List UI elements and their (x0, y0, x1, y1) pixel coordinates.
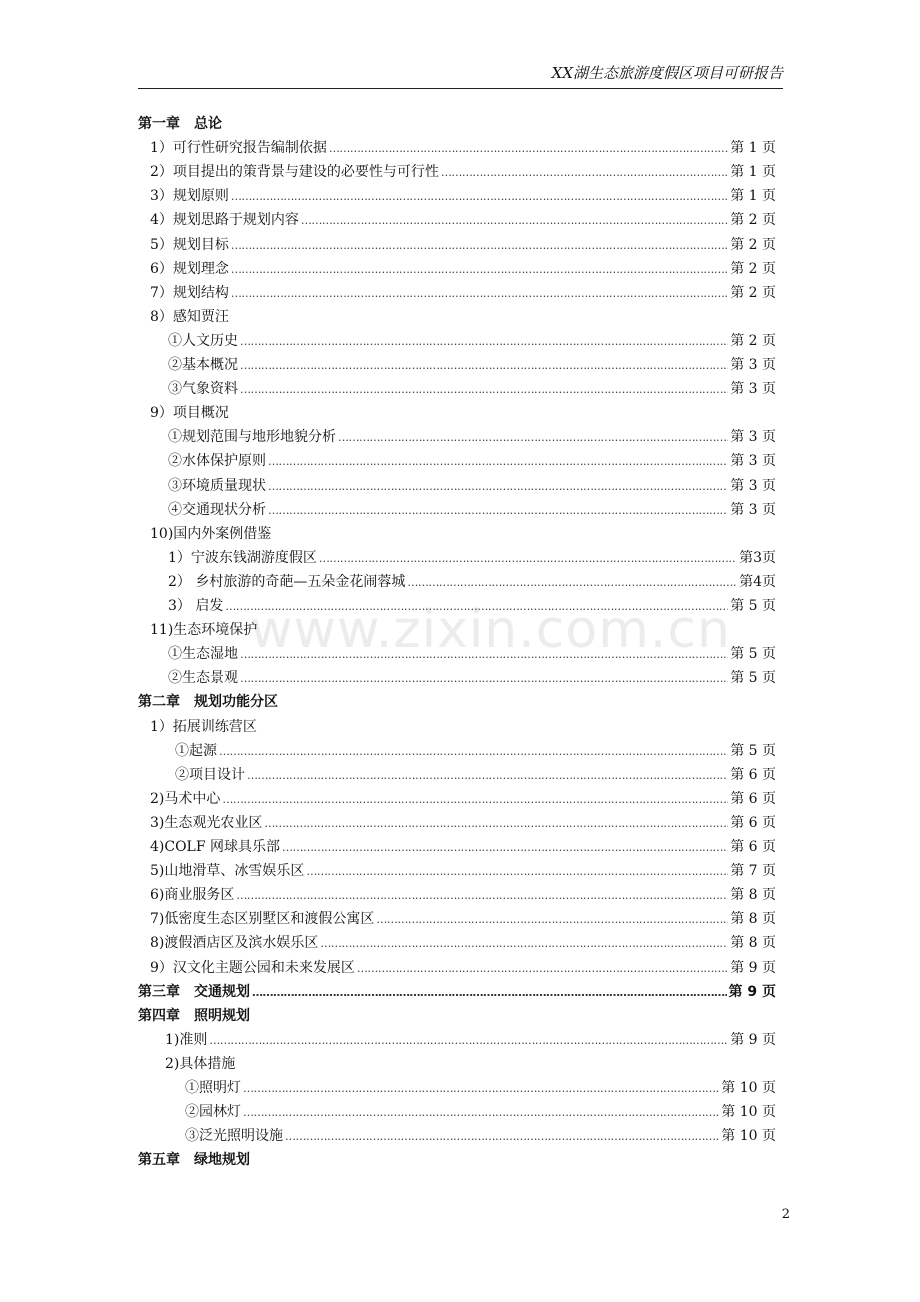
toc-entry (185, 1077, 776, 1099)
toc-entry-page: 第 6 页 (730, 766, 776, 783)
toc-entry-title: ③泛光照明设施 (185, 1128, 283, 1145)
toc-entry (175, 764, 776, 786)
toc-entry-title: 2)马术中心 (150, 790, 221, 807)
toc-entry-title: ①生态湿地 (168, 646, 238, 663)
toc-entry-title: 4）规划思路于规划内容 (150, 212, 299, 229)
toc-entry-page: 第 9 页 (728, 983, 776, 1000)
toc-entry-title: 3） 启发 (168, 598, 224, 614)
toc-entry-title: ①规划范围与地形地貌分析 (168, 429, 336, 446)
toc-entry-title: 第一章 总论 (138, 116, 222, 132)
watermark: www.zixin.com.cn (250, 600, 731, 660)
toc-entry-page: 第 8 页 (730, 935, 776, 952)
toc-entry (150, 836, 776, 858)
toc-entry (150, 402, 229, 424)
toc-entry (150, 161, 776, 183)
toc-entry-page: 第 6 页 (730, 814, 776, 831)
dot-leader (225, 596, 728, 618)
toc-entry-page: 第 3 页 (730, 357, 776, 373)
toc-entry (185, 1125, 776, 1147)
toc-entry-title: ①照明灯 (185, 1080, 241, 1096)
toc-entry-title: ③环境质量现状 (168, 477, 266, 494)
toc-entry-title: 第四章 照明规划 (138, 1007, 250, 1024)
toc-entry-title: 6)商业服务区 (150, 887, 235, 904)
toc-entry-page: 第 3 页 (730, 381, 776, 398)
toc-entry-page: 第 10 页 (721, 1080, 776, 1096)
toc-entry-page: 第 10 页 (721, 1104, 776, 1121)
toc-entry (175, 740, 776, 762)
dot-leader (240, 355, 728, 377)
toc-entry-title: 6）规划理念 (150, 260, 229, 277)
toc-entry-title: 1）宁波东钱湖游度假区 (168, 549, 317, 566)
toc-entry (168, 547, 776, 569)
toc-entry-title: 9）项目概况 (150, 405, 229, 422)
dot-leader (243, 1078, 719, 1100)
toc-entry-page: 第 3 页 (730, 429, 776, 446)
toc-entry-page: 第 2 页 (730, 236, 776, 253)
toc-chapter (138, 1149, 250, 1171)
dot-leader (407, 572, 737, 594)
toc-entry-page: 第 2 页 (730, 260, 776, 277)
toc-entry-page: 第 3 页 (730, 501, 776, 518)
toc-entry-page: 第 3 页 (730, 453, 776, 470)
toc-entry-title: ①起源 (175, 742, 217, 759)
toc-entry-page: 第 2 页 (730, 284, 776, 301)
toc-entry-title: ①人文历史 (168, 332, 238, 349)
toc-chapter (138, 113, 222, 135)
dot-leader (231, 259, 728, 281)
dot-leader (357, 958, 728, 980)
toc-entry-title: ②项目设计 (175, 766, 245, 783)
toc-entry-title: 2）项目提出的策背景与建设的必要性与可行性 (150, 164, 439, 181)
toc-entry-title: 4)COLF 网球具乐部 (150, 839, 281, 855)
toc-entry (165, 1029, 776, 1051)
dot-leader (320, 933, 728, 955)
dot-leader (306, 861, 728, 883)
toc-entry (168, 330, 776, 352)
dot-leader (209, 1030, 728, 1052)
toc-entry-title: 1）可行性研究报告编制依据 (150, 140, 327, 157)
toc-entry-page: 第 1 页 (730, 164, 776, 181)
toc-entry-page: 第4页 (739, 573, 776, 590)
toc-entry-page: 第 10 页 (721, 1128, 776, 1145)
dot-leader (222, 789, 728, 811)
toc-entry (168, 667, 776, 689)
dot-leader (338, 427, 728, 449)
toc-entry (150, 812, 776, 834)
toc-entry (150, 523, 271, 545)
toc-entry-page: 第 5 页 (730, 646, 776, 663)
dot-leader (268, 500, 728, 522)
toc-entry (150, 234, 776, 256)
toc-entry-title: 5)山地滑草、冰雪娱乐区 (150, 863, 305, 880)
dot-leader (231, 186, 728, 208)
dot-leader (285, 1126, 719, 1148)
toc-entry (150, 619, 257, 641)
dot-leader (240, 668, 728, 690)
toc-entry-title: 11)生态环境保护 (150, 622, 258, 639)
toc-entry-title: 第三章 交通规划 (138, 983, 250, 1000)
toc-entry (150, 258, 776, 280)
dot-leader (240, 644, 728, 666)
toc-entry (150, 209, 776, 231)
dot-leader (243, 1102, 719, 1124)
toc-entry-page: 第 8 页 (730, 887, 776, 904)
toc-entry-page: 第 9 页 (730, 1031, 776, 1048)
toc-entry (150, 137, 776, 159)
toc-entry-page: 第 3 页 (730, 477, 776, 494)
toc-entry (165, 1053, 235, 1075)
dot-leader (240, 331, 728, 353)
toc-entry-page: 第 5 页 (730, 670, 776, 687)
toc-entry (168, 475, 776, 497)
dot-leader (219, 741, 728, 763)
toc-entry-title: 7）规划结构 (150, 284, 229, 301)
toc-entry-title: 5）规划目标 (150, 236, 229, 253)
toc-entry-title: 第二章 规划功能分区 (138, 694, 278, 711)
toc-entry-title: 10)国内外案例借鉴 (150, 525, 272, 542)
toc-entry-page: 第 2 页 (730, 332, 776, 349)
toc-entry-title: 1）拓展训练营区 (150, 718, 257, 735)
toc-entry-title: 2） 乡村旅游的奇葩—五朵金花闹蓉城 (168, 573, 406, 590)
toc-entry (150, 716, 257, 738)
document-header: XX湖生态旅游度假区项目可研报告 (138, 62, 783, 89)
toc-entry-title: ②园林灯 (185, 1104, 241, 1121)
dot-leader (329, 138, 728, 160)
toc-entry (150, 860, 776, 882)
toc-entry-page: 第 8 页 (730, 911, 776, 928)
toc-entry-title: ②基本概况 (168, 357, 238, 373)
dot-leader (441, 162, 728, 184)
toc-entry-title: 7)低密度生态区别墅区和渡假公寓区 (150, 911, 375, 928)
toc-entry-title: ④交通现状分析 (168, 501, 266, 518)
toc-entry (150, 306, 229, 328)
toc-entry-title: 8)渡假酒店区及滨水娱乐区 (150, 935, 319, 952)
toc-entry (168, 595, 776, 617)
dot-leader (376, 909, 728, 931)
toc-entry-title: 3）规划原则 (150, 188, 229, 205)
dot-leader (236, 885, 728, 907)
toc-entry-title: 8）感知贾汪 (150, 308, 229, 325)
toc-entry-title: 2)具体措施 (165, 1055, 236, 1072)
toc-entry-page: 第 2 页 (730, 212, 776, 229)
toc-entry (168, 378, 776, 400)
toc-entry (168, 450, 776, 472)
toc-entry-page: 第 1 页 (730, 140, 776, 157)
toc-entry-page: 第 9 页 (730, 959, 776, 976)
toc-entry-title: ②生态景观 (168, 670, 238, 687)
toc-entry-page: 第 5 页 (730, 742, 776, 759)
toc-entry (168, 499, 776, 521)
toc-entry-title: 3)生态观光农业区 (150, 814, 263, 831)
toc-entry (150, 932, 776, 954)
toc-entry (150, 282, 776, 304)
dot-leader (231, 283, 728, 305)
toc-entry-title: 第五章 绿地规划 (138, 1152, 250, 1169)
toc-entry (168, 426, 776, 448)
toc-entry-title: 1)准则 (165, 1031, 208, 1048)
toc-entry (150, 957, 776, 979)
dot-leader (268, 451, 728, 473)
toc-entry (168, 571, 776, 593)
toc-chapter (138, 1005, 250, 1027)
page-number: 2 (781, 1207, 790, 1222)
dot-leader (252, 982, 727, 1004)
toc-entry-page: 第 6 页 (730, 790, 776, 807)
dot-leader (231, 235, 728, 257)
dot-leader (319, 548, 737, 570)
toc-entry (150, 908, 776, 930)
dot-leader (268, 476, 728, 498)
dot-leader (301, 210, 728, 232)
toc-entry-title: 9）汉文化主题公园和未来发展区 (150, 959, 355, 976)
toc-entry-page: 第 1 页 (730, 188, 776, 205)
toc-chapter (138, 691, 278, 713)
dot-leader (247, 765, 728, 787)
dot-leader (282, 837, 728, 859)
toc-entry (168, 354, 776, 376)
toc-entry-title: ③气象资料 (168, 381, 238, 398)
toc-entry (168, 643, 776, 665)
dot-leader (240, 379, 728, 401)
toc-entry-page: 第 7 页 (730, 863, 776, 880)
toc-chapter (138, 981, 776, 1003)
toc-entry-page: 第 6 页 (730, 839, 776, 855)
toc-entry (150, 185, 776, 207)
dot-leader (264, 813, 728, 835)
toc-entry (185, 1101, 776, 1123)
toc-entry-title: ②水体保护原则 (168, 453, 266, 470)
toc-entry (150, 884, 776, 906)
toc-entry (150, 788, 776, 810)
toc-entry-page: 第 5 页 (730, 598, 776, 614)
toc-entry-page: 第3页 (739, 549, 776, 566)
